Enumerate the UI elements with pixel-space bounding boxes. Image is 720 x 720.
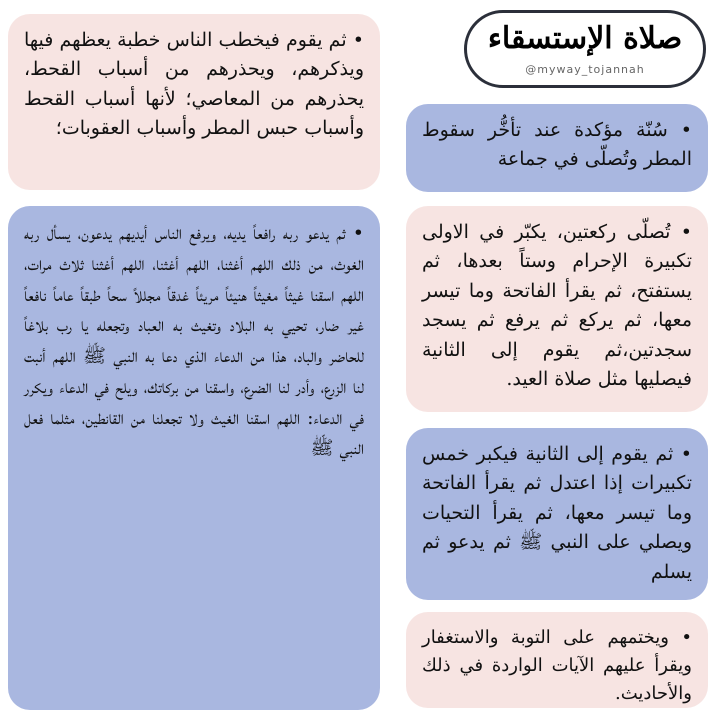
- card-sunnah: [406, 104, 708, 192]
- card-text: • ثم يدعو ربه رافعاً يديه، ويرفع الناس أيديهم يدعون، يسأل ربه الغوث، من ذلك اللهم أغثنا، اللهم أغثنا، اللهم أغثنا ثلاث مرات، اللهم اسقنا غيثاً مغيثاً هنيئاً مريئاً غدقاً مجللاً سحاً طبقاً عاماً نافعاً غير ضار، تحيي به البلاد وتغيث به العباد وتجعله يا رب بلاغاً للحاضر والباد، هذا من الدعاء الذي دعا به النبي ﷺ اللهم أنبت لنا الزرع، وأدر لنا الضرع، واسقنا من بركاتك، ويلح في الدعاء ويكرر في الدعاء: اللهم اسقنا الغيث ولا تجعلنا من القانطين، مثلما فعل النبي ﷺ: [24, 222, 365, 460]
- card-two-rakahs: [406, 206, 708, 412]
- title-badge: [464, 10, 706, 88]
- card-closing: [406, 612, 708, 708]
- card-sermon: [8, 14, 380, 190]
- card-second-rakah: [406, 428, 708, 600]
- card-text: • تُصلّى ركعتين، يكبّر في الاولى تكبيرة الإحرام وستاً بعدها، ثم يستفتح، ثم يقرأ الفاتحة وما تيسر معها، ثم يركع ثم يرفع ثم يسجد سجدتين،ثم يقوم إلى الثانية فيصليها مثل صلاة العيد.: [422, 221, 692, 391]
- card-text: • سُنّة مؤكدة عند تأخُّر سقوط المطر وتُصلّى في جماعة: [422, 119, 692, 171]
- card-text: • ثم يقوم إلى الثانية فيكبر خمس تكبيرات إذا اعتدل ثم يقرأ الفاتحة وما تيسر معها، ثم يقرأ التحيات ويصلي على النبي ﷺ ثم يدعو ثم يسلم: [422, 443, 692, 583]
- card-text: • ويختمهم على التوبة والاستغفار ويقرأ عليهم الآيات الواردة في ذلك والأحاديث.: [422, 627, 692, 704]
- page-title: صلاة الإستسقاء: [487, 21, 683, 56]
- author-handle: @myway_tojannah: [525, 63, 645, 76]
- card-supplication: [8, 206, 380, 710]
- card-text: • ثم يقوم فيخطب الناس خطبة يعظهم فيها ويذكرهم، ويحذرهم من أسباب القحط، يحذرهم من المعاصي؛ لأنها أسباب القحط وأسباب حبس المطر وأسباب العقوبات؛: [24, 29, 364, 140]
